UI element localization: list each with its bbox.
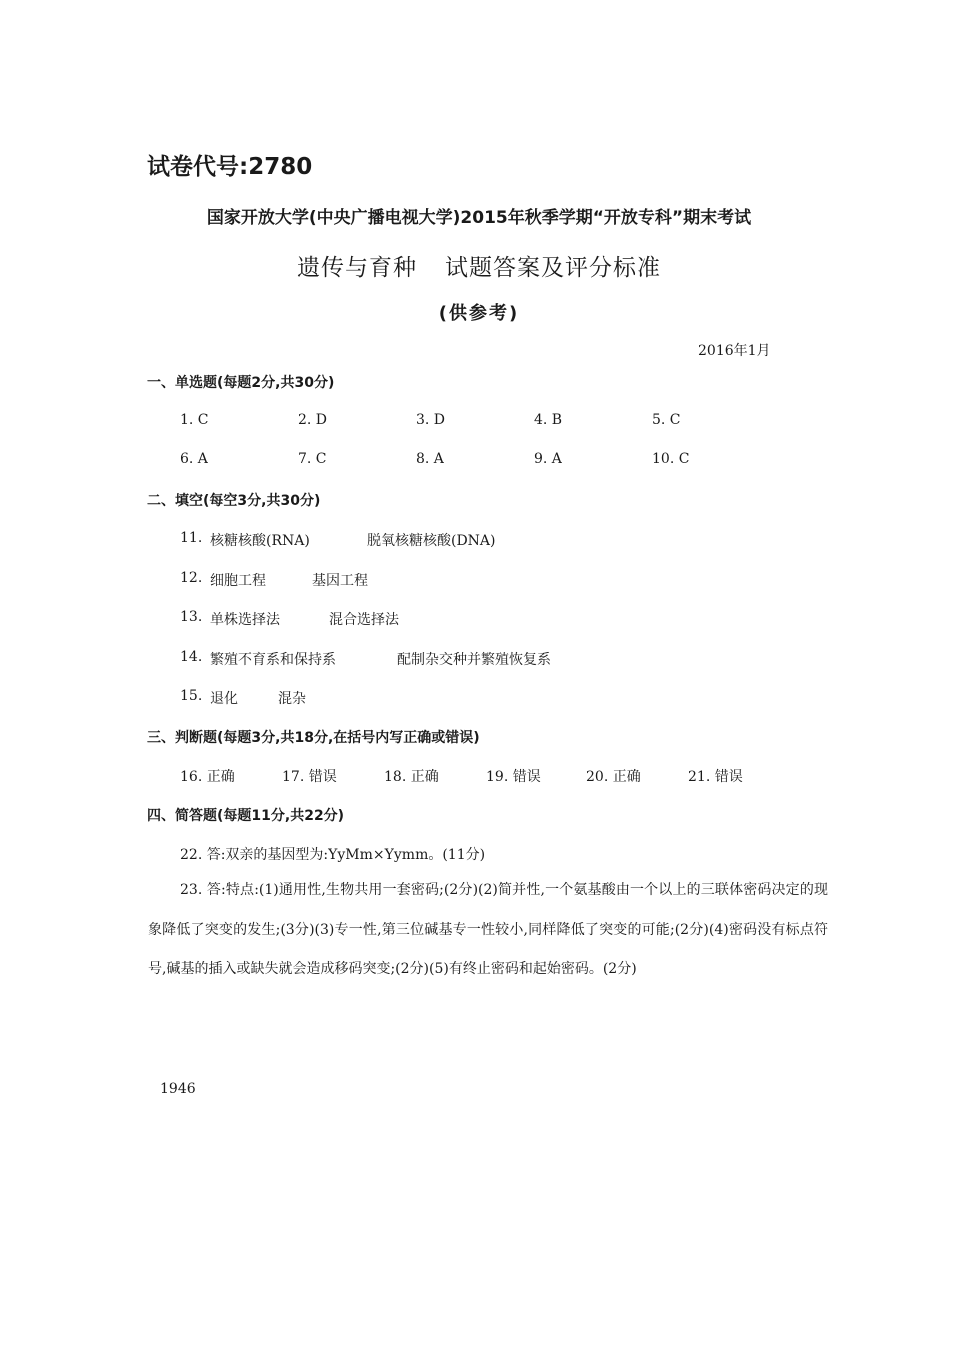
blank-answer-a: 单株选择法 [210,612,280,628]
answer-22: 22. 答:双亲的基因型为:YyMm×Yymm。(11分) [180,847,486,863]
blank-number: 13. [180,609,203,625]
answer-item: 3. D [416,412,446,428]
judgement-answer: 17. 错误 [282,769,337,785]
answer-item: 8. A [416,451,444,467]
blank-answer-b: 混合选择法 [329,612,399,628]
answer-item: 2. D [298,412,328,428]
answer-item: 5. C [652,412,681,428]
judgement-answer: 21. 错误 [688,769,743,785]
blank-answer-b: 基因工程 [312,573,368,589]
page-number: 1946 [160,1081,196,1097]
blank-answer-a: 细胞工程 [210,573,266,589]
reference-note: (供参考) [438,303,520,324]
judgement-answer: 16. 正确 [180,769,235,785]
section-heading-short-answer: 四、简答题(每题11分,共22分) [147,808,345,824]
document-title [0,249,958,282]
section-heading-single-choice: 一、单选题(每题2分,共30分) [147,375,335,391]
blank-number: 14. [180,649,203,665]
answer-item: 1. C [180,412,209,428]
title-text: 试题答案及评分标准 [445,255,661,281]
section-heading-fill-blank: 二、填空(每空3分,共30分) [147,493,321,509]
blank-answer-a: 退化 [210,691,238,707]
answer-item: 7. C [298,451,327,467]
blank-answer-b: 脱氧核糖核酸(DNA) [367,533,496,549]
paper-code: 试卷代号:2780 [147,154,313,180]
section-heading-true-false: 三、判断题(每题3分,共18分,在括号内写正确或错误) [147,730,480,746]
answer-23: 23. 答:特点:(1)通用性,生物共用一套密码;(2分)(2)简并性,一个氨基酸由一个以上的三联体密码决定的现象降低了突变的发生;(3分)(3)专一性,第三位碱基专一性较小,同样降低了突变的可能;(2分)(4)密码没有标点符号,碱基的插入或缺失就会造成移码突变;(2分)(5)有终止密码和起始密码。(2分) [148,882,828,977]
answer-item: 6. A [180,451,208,467]
blank-answer-a: 繁殖不育系和保持系 [210,652,336,668]
answer-item: 9. A [534,451,562,467]
blank-answer-b: 混杂 [278,691,306,707]
blank-answer-b: 配制杂交种并繁殖恢复系 [397,652,551,668]
exam-heading: 国家开放大学(中央广播电视大学)2015年秋季学期“开放专科”期末考试 [206,208,752,228]
judgement-answer: 18. 正确 [384,769,439,785]
judgement-answer: 20. 正确 [586,769,641,785]
blank-number: 15. [180,688,203,704]
exam-date: 2016年1月 [698,343,771,359]
answer-item: 4. B [534,412,563,428]
blank-answer-a: 核糖核酸(RNA) [210,533,310,549]
blank-number: 12. [180,570,203,586]
answer-item: 10. C [652,451,690,467]
blank-number: 11. [180,530,203,546]
subject-name: 遗传与育种 [297,255,417,281]
judgement-answer: 19. 错误 [486,769,541,785]
